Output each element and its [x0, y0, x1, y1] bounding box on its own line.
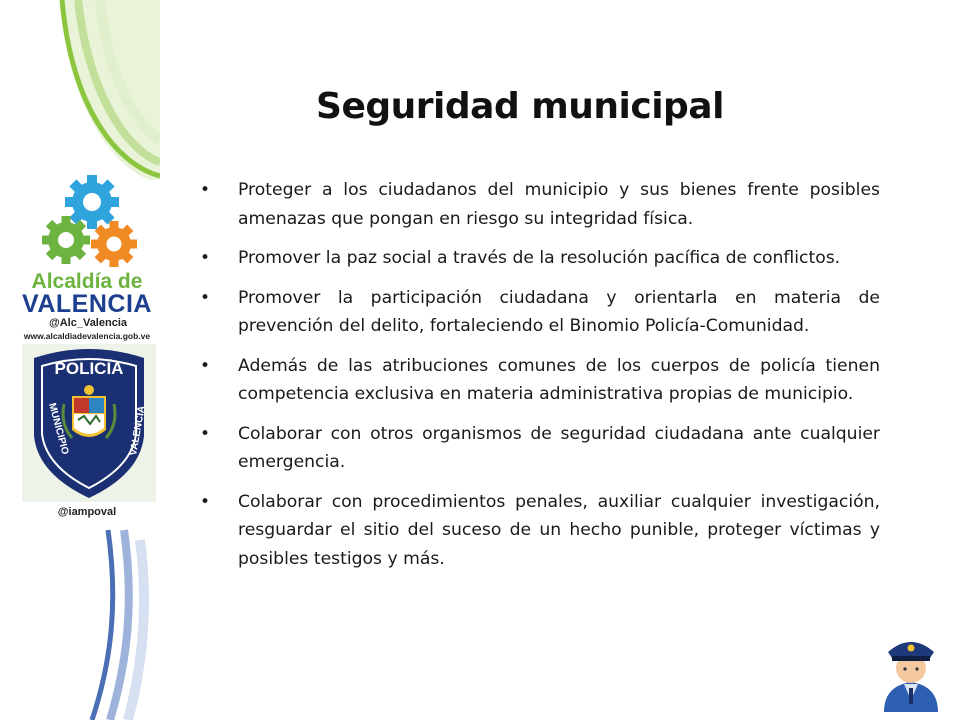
bullet-item	[200, 352, 880, 409]
bullet-item	[200, 244, 880, 273]
policia-top-text: POLICÍA	[54, 359, 124, 378]
bullet-dot: •	[200, 287, 211, 308]
bullet-dot: •	[200, 491, 211, 512]
slide-title: Seguridad municipal	[316, 86, 724, 127]
policia-right-text: VALENCIA	[128, 405, 148, 457]
alcaldia-logo-line1: Alcaldía de	[31, 270, 143, 293]
bullet-text: Promover la paz social a través de la resolución pacífica de conflictos.	[238, 248, 841, 268]
bullet-text: Colaborar con procedimientos penales, auxiliar cualquier investigación, resguardar el sitio del suceso de un hecho punible, proteger víctimas y posibles testigos y más.	[238, 491, 880, 569]
bullet-item	[200, 284, 880, 341]
police-shield-icon	[22, 344, 156, 504]
bullet-text: Además de las atribuciones comunes de los cuerpos de policía tienen competencia exclusiva en materia administrativa propias de municipio.	[238, 355, 880, 404]
bullet-list	[200, 176, 880, 584]
alcaldia-handle: @Alc_Valencia	[49, 317, 127, 329]
bullet-text: Proteger a los ciudadanos del municipio y sus bienes frente posibles amenazas que pongan en riesgo su integridad física.	[238, 180, 880, 229]
bullet-text: Promover la participación ciudadana y orientarla en materia de prevención del delito, fortaleciendo el Binomio Policía-Comunidad.	[238, 287, 880, 336]
bullet-item	[200, 176, 880, 233]
policia-handle: @iampoval	[57, 506, 117, 518]
bullet-item	[200, 488, 880, 574]
bullet-dot: •	[200, 180, 211, 200]
bullet-dot: •	[200, 355, 211, 376]
bullet-dot: •	[200, 423, 211, 444]
bullet-text: Colaborar con otros organismos de seguridad ciudadana ante cualquier emergencia.	[238, 423, 880, 472]
bullet-dot: •	[200, 248, 211, 268]
bullet-item	[200, 420, 880, 477]
alcaldia-website: www.alcaldiadevalencia.gob.ve	[23, 331, 151, 341]
alcaldia-logo-line2: VALENCIA	[22, 290, 152, 318]
policia-left-text: MUNICIPIO	[46, 401, 71, 456]
gears-icon	[30, 172, 150, 272]
police-officer-icon	[878, 630, 944, 712]
